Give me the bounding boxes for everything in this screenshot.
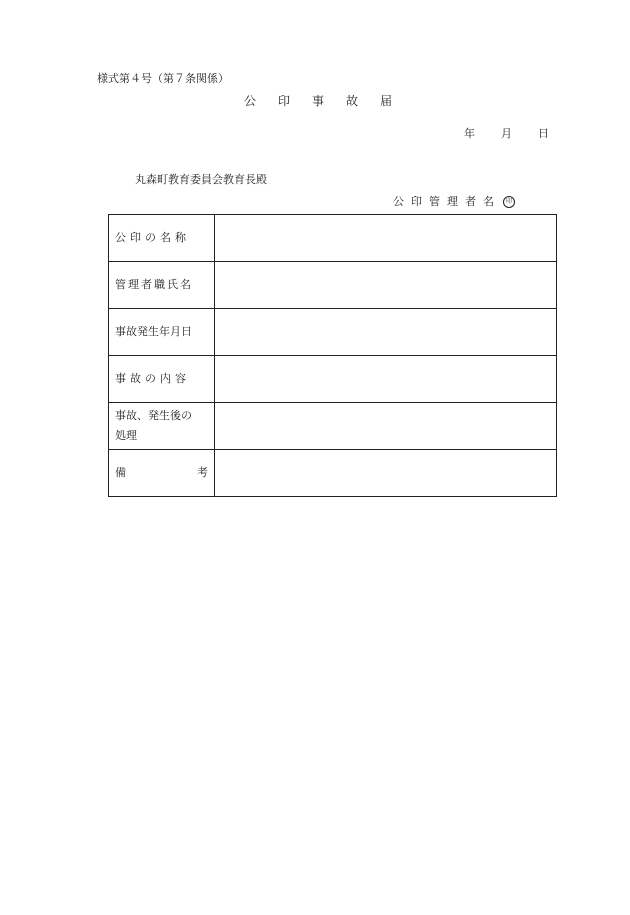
row-value-seal-name[interactable]	[215, 215, 557, 262]
row-label-remarks-left: 備	[115, 466, 126, 479]
row-label-post-incident	[109, 403, 215, 450]
table-row	[109, 356, 557, 403]
row-label-manager-name: 管理者職氏名	[109, 262, 215, 309]
table-row	[109, 215, 557, 262]
seal-icon: 印	[503, 196, 515, 208]
addressee: 丸森町教育委員会教育長殿	[135, 173, 267, 186]
row-label-remarks-right: 考	[197, 466, 208, 479]
row-label-seal-name: 公印の名称	[109, 215, 215, 262]
row-value-incident-details[interactable]	[215, 356, 557, 403]
row-label-post-incident-line2: 処理	[115, 429, 137, 442]
signer-label: 公印管理者名	[393, 195, 501, 208]
date-line: 年月日	[464, 127, 575, 140]
row-label-post-incident-line1: 事故、発生後の	[115, 409, 192, 422]
row-value-post-incident[interactable]	[215, 403, 557, 450]
row-value-remarks[interactable]	[215, 450, 557, 497]
row-value-incident-date[interactable]	[215, 309, 557, 356]
row-label-incident-date: 事故発生年月日	[109, 309, 215, 356]
form-table	[108, 214, 557, 497]
table-row	[109, 309, 557, 356]
table-row	[109, 262, 557, 309]
row-label-remarks	[109, 450, 215, 497]
table-row	[109, 450, 557, 497]
signer-line	[393, 193, 515, 209]
row-label-incident-details: 事故の内容	[109, 356, 215, 403]
document-title: 公印事故届	[244, 94, 415, 108]
row-value-manager-name[interactable]	[215, 262, 557, 309]
form-number: 様式第４号（第７条関係）	[97, 72, 229, 85]
table-row	[109, 403, 557, 450]
